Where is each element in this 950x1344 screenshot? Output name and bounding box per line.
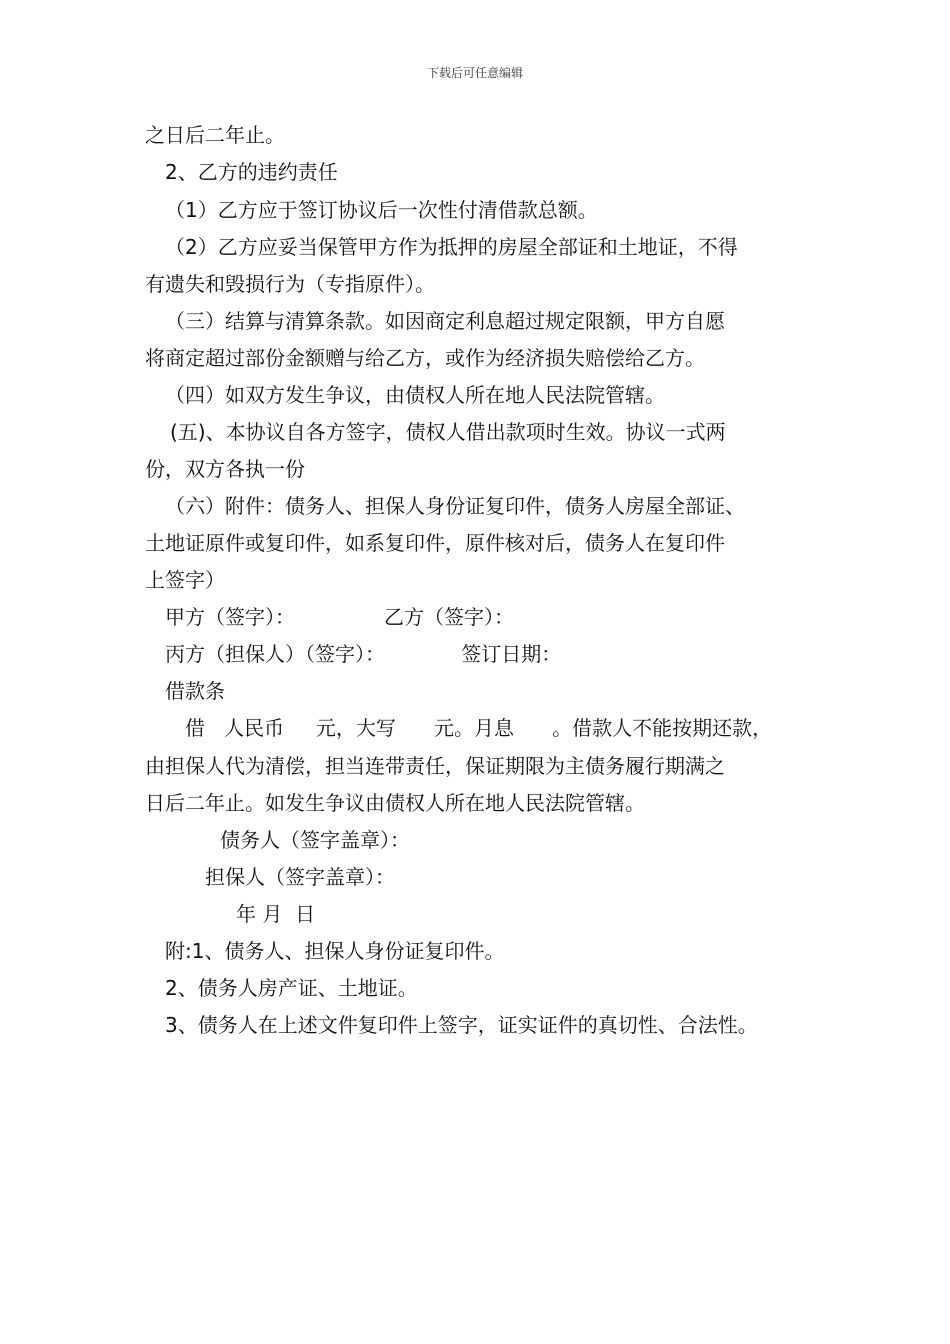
text-line-5: 有遗失和毁损行为（专指原件）。 <box>145 272 435 296</box>
guarantor-signature-line: 担保人（签字盖章）： <box>205 865 395 889</box>
text-line-7: 将商定超过部份金额赠与给乙方，或作为经济损失赔偿给乙方。 <box>145 346 705 370</box>
text-line-19: 日后二年止。如发生争议由债权人所在地人民法院管辖。 <box>145 791 645 815</box>
signature-line-guarantor-date: 丙方（担保人）（签字）： 签订日期： <box>165 642 562 666</box>
text-line-1: 之日后二年止。 <box>145 123 285 147</box>
text-line-2: 2、乙方的违约责任 <box>165 160 338 184</box>
text-line-6: （三）结算与清算条款。如因商定利息超过规定限额，甲方自愿 <box>165 309 725 333</box>
signature-line-parties: 甲方（签字）： 乙方（签字）： <box>165 605 515 629</box>
text-line-18: 由担保人代为清偿，担当连带责任，保证期限为主债务履行期满之 <box>145 754 725 778</box>
text-line-8: （四）如双方发生争议，由债权人所在地人民法院管辖。 <box>165 383 665 407</box>
loan-note-title: 借款条 <box>165 679 225 703</box>
text-line-12: 土地证原件或复印件，如系复印件，原件核对后，债务人在复印件 <box>145 531 725 555</box>
date-line: 年 月 日 <box>236 902 316 926</box>
text-line-9: (五)、本协议自各方签字，债权人借出款项时生效。协议一式两 <box>170 420 726 444</box>
text-line-4: （2）乙方应妥当保管甲方作为抵押的房屋全部证和土地证，不得 <box>165 235 738 259</box>
text-line-10: 份，双方各执一份 <box>145 457 305 481</box>
appendix-line-2: 2、债务人房产证、土地证。 <box>165 976 418 1000</box>
appendix-line-1: 附:1、债务人、担保人身份证复印件。 <box>165 939 505 963</box>
text-line-11: （六）附件：债务人、担保人身份证复印件，债务人房屋全部证、 <box>165 494 745 518</box>
text-line-13: 上签字） <box>145 568 225 592</box>
appendix-line-3: 3、债务人在上述文件复印件上签字，证实证件的真切性、合法性。 <box>165 1013 758 1037</box>
header-note: 下载后可任意编辑 <box>426 66 523 80</box>
debtor-signature-line: 债务人（签字盖章）： <box>220 828 410 852</box>
text-line-17: 借 人民币 元，大写 元。月息 。借款人不能按期还款， <box>185 716 773 740</box>
text-line-3: （1）乙方应于签订协议后一次性付清借款总额。 <box>165 198 598 222</box>
